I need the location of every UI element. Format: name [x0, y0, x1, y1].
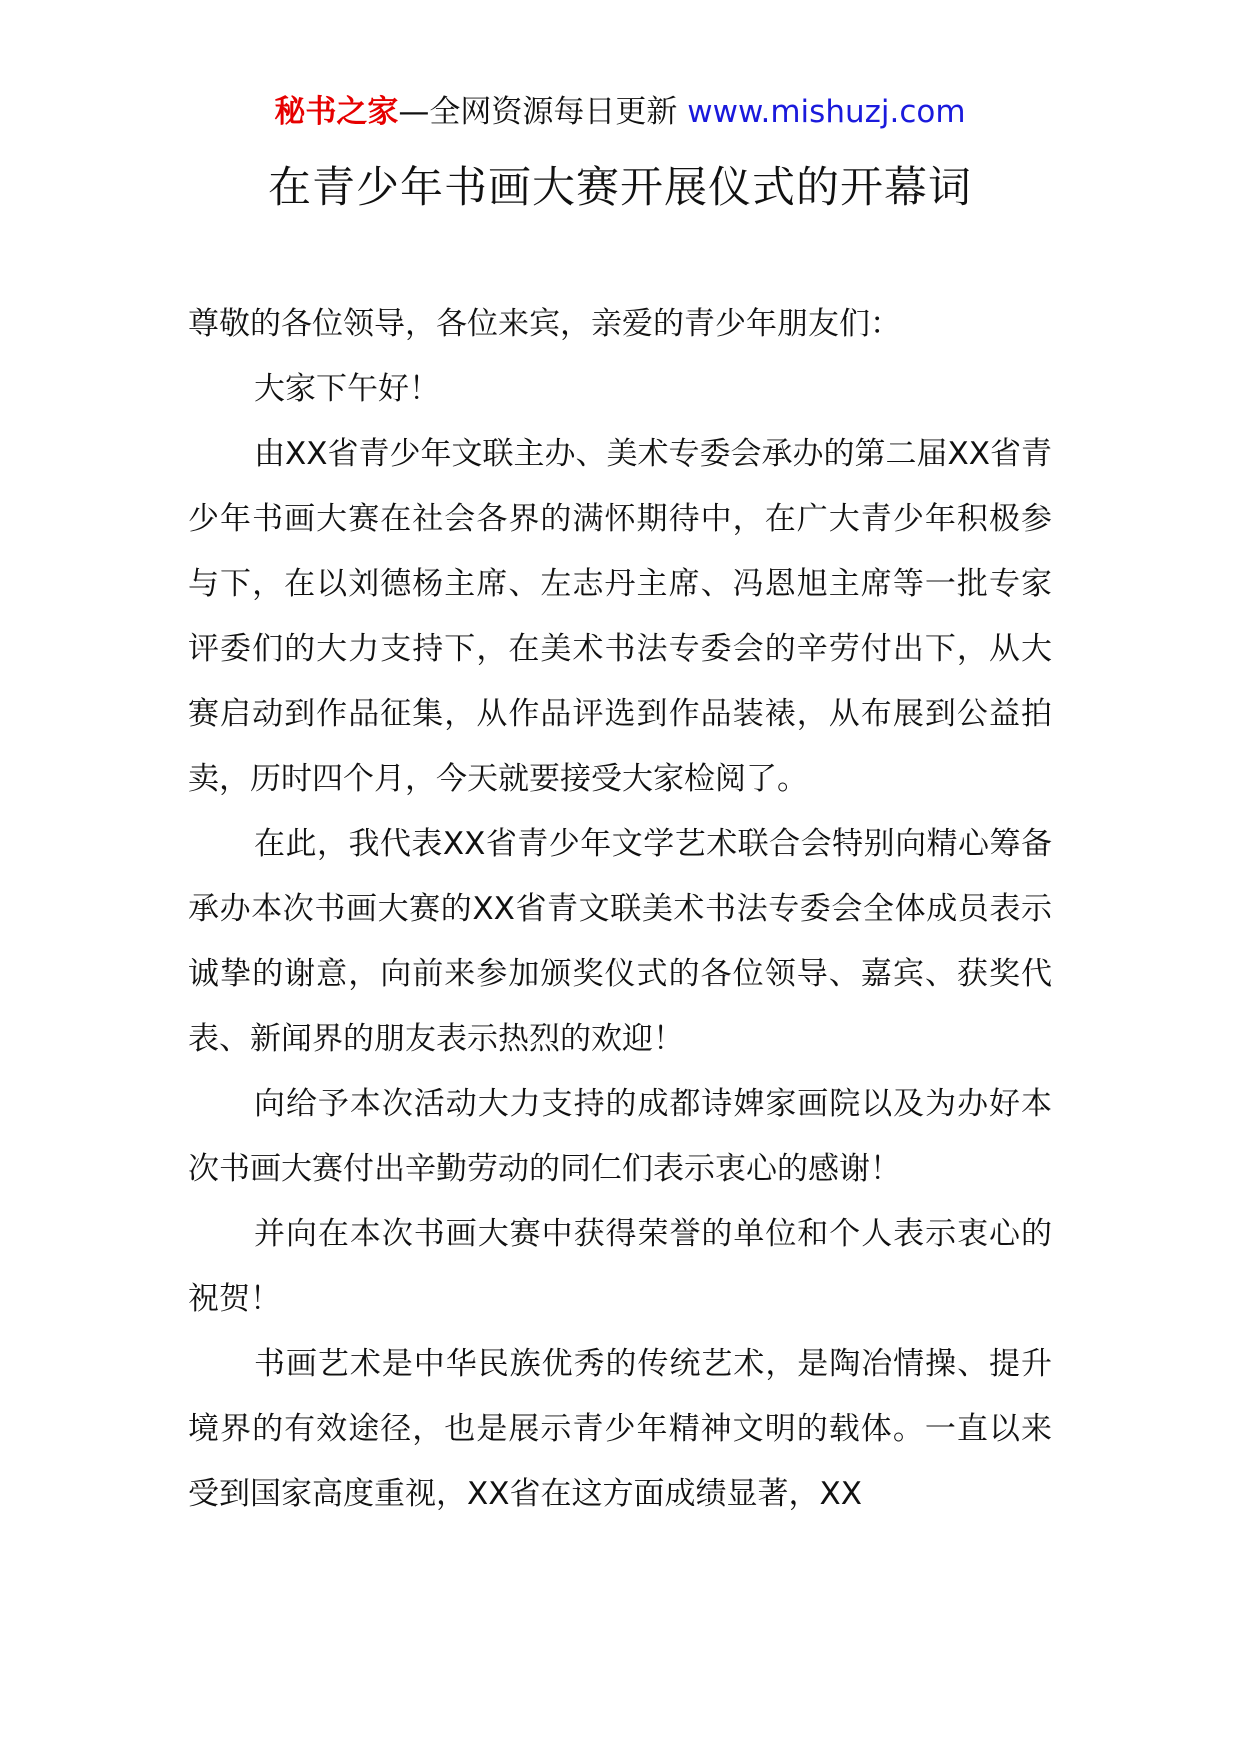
brand-name: 秘书之家 — [274, 94, 399, 130]
paragraph-congratulations: 并向在本次书画大赛中获得荣誉的单位和个人表示衷心的祝贺！ — [188, 1216, 1052, 1317]
paragraph-thanks-supporters: 向给予本次活动大力支持的成都诗婢家画院以及为办好本次书画大赛付出辛勤劳动的同仁们表示衷心的感谢！ — [188, 1086, 1052, 1187]
paragraph-calligraphy-art: 书画艺术是中华民族优秀的传统艺术，是陶冶情操、提升境界的有效途径，也是展示青少年精神文明的载体。一直以来受到国家高度重视，XX省在这方面成绩显著，XX — [188, 1346, 1052, 1512]
paragraph-greeting: 大家下午好！ — [254, 371, 440, 407]
site-url-link[interactable]: www.mishuzj.com — [687, 94, 966, 130]
paragraph-thanks-organizers: 在此，我代表XX省青少年文学艺术联合会特别向精心筹备承办本次书画大赛的XX省青文联美术书法专委会全体成员表示诚挚的谢意，向前来参加颁奖仪式的各位领导、嘉宾、获奖代表、新闻界的朋友表示热烈的欢迎！ — [188, 826, 1052, 1057]
document-body — [188, 292, 1052, 1527]
salutation: 尊敬的各位领导，各位来宾，亲爱的青少年朋友们： — [188, 306, 901, 342]
site-tagline: —全网资源每日更新 — [398, 94, 688, 130]
paragraph-event-intro: 由XX省青少年文联主办、美术专委会承办的第二届XX省青少年书画大赛在社会各界的满怀期待中，在广大青少年积极参与下，在以刘德杨主席、左志丹主席、冯恩旭主席等一批专家评委们的大力支持下，在美术书法专委会的辛劳付出下，从大赛启动到作品征集，从作品评选到作品装裱，从布展到公益拍卖，历时四个月，今天就要接受大家检阅了。 — [188, 436, 1052, 797]
site-header — [0, 92, 1240, 132]
document-title: 在青少年书画大赛开展仪式的开幕词 — [268, 163, 972, 213]
